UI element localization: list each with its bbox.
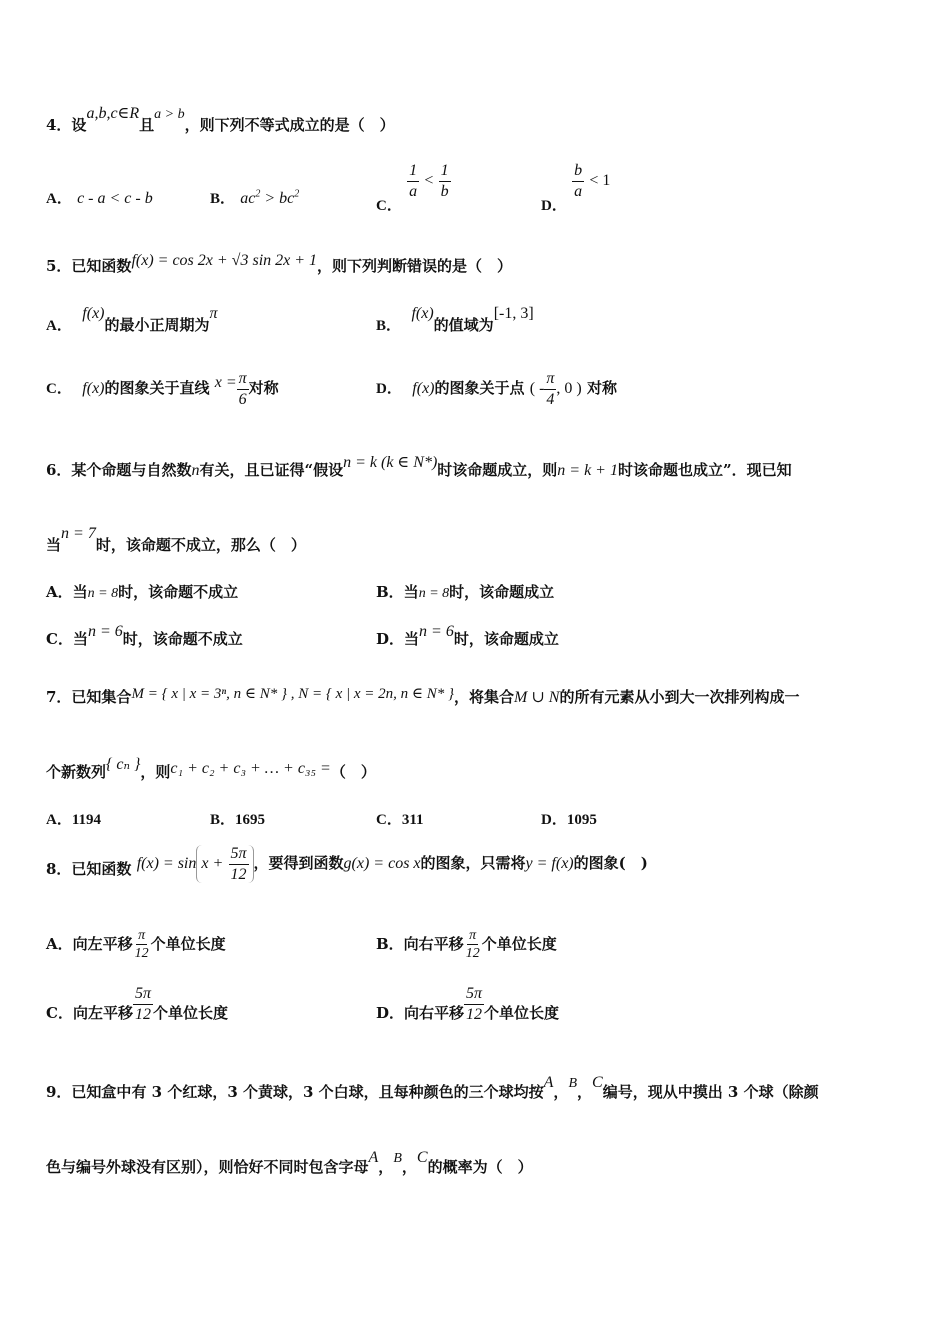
q7-option-c: C．311 [376, 812, 424, 828]
q5-stem: 5．已知函数f(x) = cos 2x + √3 sin 2x + 1，则下列判断错误的是（ ） [46, 252, 513, 275]
q7-option-a: A．1194 [46, 812, 102, 828]
q6-option-b: B．当n = 8时，该命题成立 [376, 583, 555, 601]
q6-option-c: C．当n = 6时，该命题不成立 [46, 623, 243, 648]
q5-option-c: C． f(x)的图象关于直线 x = $\frac{\pi}{6}$ 对称 [46, 370, 279, 408]
q6-stem-line2: 当n = 7时，该命题不成立，那么（ ） [46, 525, 306, 554]
q6-option-a: A．当n = 8时，该命题不成立 [46, 583, 239, 601]
q5-option-d: D． f(x)的图象关于点 ( - $\frac{\pi}{4}$ , 0 ) 对称 [376, 370, 617, 408]
q9-stem-line2: 色与编号外球没有区别），则恰好不同时包含字母A，B，C的概率为（ ） [46, 1149, 533, 1176]
q6-option-d: D．当n = 6时，该命题成立 [376, 623, 559, 648]
q8-option-b: B．向右平移 $\frac{\pi}{12}$ 个单位长度 [376, 928, 557, 962]
q9-stem-line1: 9．已知盒中有 3 个红球，3 个黄球，3 个白球，且每种颜色的三个球均按A，B，C编号，现从中摸出 3 个球（除颜 [46, 1074, 819, 1101]
q8-stem: 8．已知函数 f(x) = sin x + $\frac{5\pi}{12}$ ，要得到函数g(x) = cos x的图象，只需将y = f(x)的图象( ) [46, 845, 648, 883]
q4-option-a: A． c - a < c - b [46, 190, 153, 207]
q4-stem: 4．设a,b,c∈R且a > b，则下列不等式成立的是（ ） [46, 105, 395, 134]
q7-stem-line2: 个新数列{ cₙ }，则c₁ + c₂ + c₃ + … + c₃₅ =（ ） [46, 756, 376, 781]
q8-option-a: A．向左平移 $\frac{\pi}{12}$ 个单位长度 [46, 928, 226, 962]
q8-option-d: D．向右平移 $\frac{5\pi}{12}$ 个单位长度 [376, 985, 560, 1023]
q7-stem-line1: 7．已知集合M = { x | x = 3ⁿ, n ∈ N* } , N = { x | x = 2n, n ∈ N* }，将集合M ∪ N的所有元素从小到大一次排列构成一 [46, 686, 800, 706]
q4-option-c: C． $\frac{1}{a}$ < $\frac{1}{b}$ [376, 162, 449, 215]
q7-option-b: B．1695 [210, 812, 266, 828]
q4-option-d: D． $\frac{b}{a}$ < 1 [541, 162, 611, 215]
q4-option-b: B． $ac^2 > bc^2$ [210, 188, 300, 207]
q8-option-c: C．向左平移 $\frac{5\pi}{12}$ 个单位长度 [46, 985, 228, 1023]
q6-stem-line1: 6．某个命题与自然数n有关，且已证得“假设n = k (k ∈ N*)时该命题成立，则n = k + 1时该命题也成立”．现已知 [46, 454, 792, 479]
q5-option-a: A． f(x)的最小正周期为π [46, 305, 218, 334]
q7-option-d: D．1095 [541, 812, 597, 828]
q5-option-b: B． f(x)的值域为[-1, 3] [376, 305, 534, 334]
